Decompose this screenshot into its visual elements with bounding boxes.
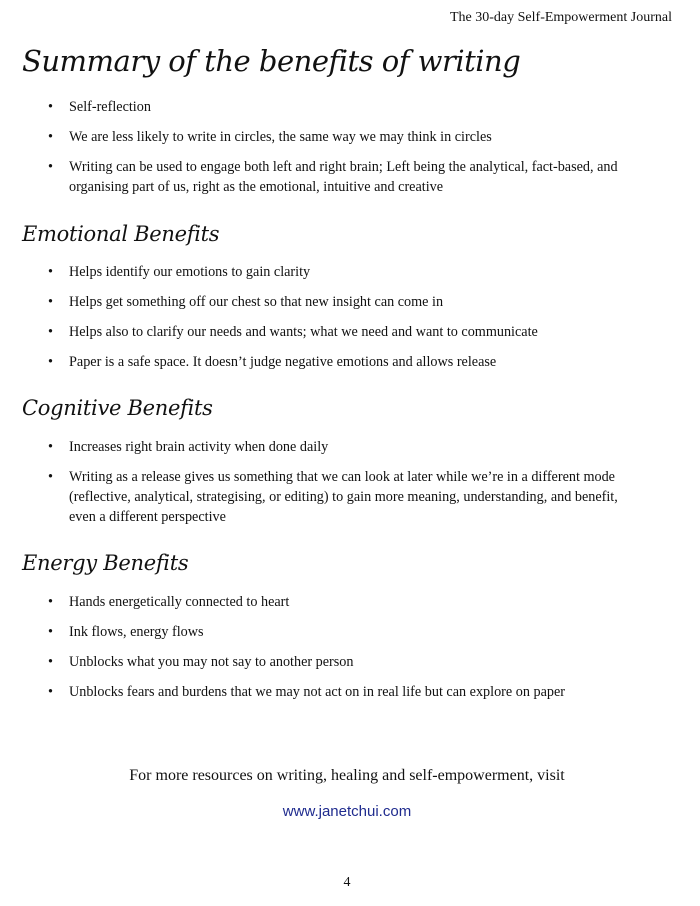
list-item (48, 352, 648, 372)
bullet-glyph: • (48, 684, 53, 700)
list-item-text: Writing as a release gives us something that we can look at later while we’re in a different mode (reflective, analytical, strategising, or editing) to gain more meaning, understanding, and benefit, even a different perspective (69, 469, 618, 525)
page-number: 4 (343, 875, 351, 890)
bullet-glyph: • (48, 624, 53, 640)
list-item-text: Ink flows, energy flows (69, 624, 204, 640)
bullet-glyph: • (48, 264, 53, 280)
bullet-glyph: • (48, 469, 53, 485)
list-item (48, 97, 648, 117)
bullet-glyph: • (48, 654, 53, 670)
list-item (48, 292, 648, 312)
list-item-text: Increases right brain activity when done daily (69, 439, 329, 455)
list-item-text: Helps also to clarify our needs and wants; what we need and want to communicate (69, 324, 538, 340)
list-item-text: We are less likely to write in circles, the same way we may think in circles (69, 129, 492, 145)
list-item (48, 262, 648, 282)
list-item (48, 127, 648, 147)
intro-bullet-list (48, 97, 648, 207)
list-item-text: Helps get something off our chest so that new insight can come in (69, 294, 444, 310)
section-heading-emotional: Emotional Benefits (22, 222, 220, 246)
emotional-bullet-list (48, 262, 648, 382)
cognitive-bullet-list (48, 437, 648, 537)
bullet-glyph: • (48, 294, 53, 310)
list-item-text: Hands energetically connected to heart (69, 594, 290, 610)
section-heading-cognitive: Cognitive Benefits (22, 396, 213, 420)
bullet-glyph: • (48, 324, 53, 340)
page-title: Summary of the benefits of writing (22, 44, 521, 78)
list-item (48, 437, 648, 457)
energy-bullet-list (48, 592, 648, 712)
bullet-glyph: • (48, 594, 53, 610)
list-item (48, 157, 648, 197)
list-item-text: Paper is a safe space. It doesn’t judge negative emotions and allows release (69, 354, 497, 370)
bullet-glyph: • (48, 129, 53, 145)
bullet-glyph: • (48, 159, 53, 175)
bullet-glyph: • (48, 439, 53, 455)
list-item (48, 682, 648, 702)
list-item-text: Self-reflection (69, 99, 151, 115)
section-heading-energy: Energy Benefits (22, 551, 189, 575)
list-item (48, 467, 648, 527)
list-item (48, 622, 648, 642)
website-link[interactable]: www.janetchui.com (282, 803, 412, 820)
list-item-text: Unblocks fears and burdens that we may not act on in real life but can explore on paper (69, 684, 565, 700)
list-item-text: Helps identify our emotions to gain clarity (69, 264, 311, 280)
footer-text: For more resources on writing, healing and self-empowerment, visit (129, 767, 565, 784)
list-item-text: Writing can be used to engage both left and right brain; Left being the analytical, fact-based, and organising part of us, right as the emotional, intuitive and creative (69, 159, 618, 195)
list-item (48, 592, 648, 612)
list-item (48, 322, 648, 342)
bullet-glyph: • (48, 354, 53, 370)
bullet-glyph: • (48, 99, 53, 115)
list-item (48, 652, 648, 672)
list-item-text: Unblocks what you may not say to another person (69, 654, 354, 670)
running-header: The 30-day Self-Empowerment Journal (450, 10, 672, 25)
